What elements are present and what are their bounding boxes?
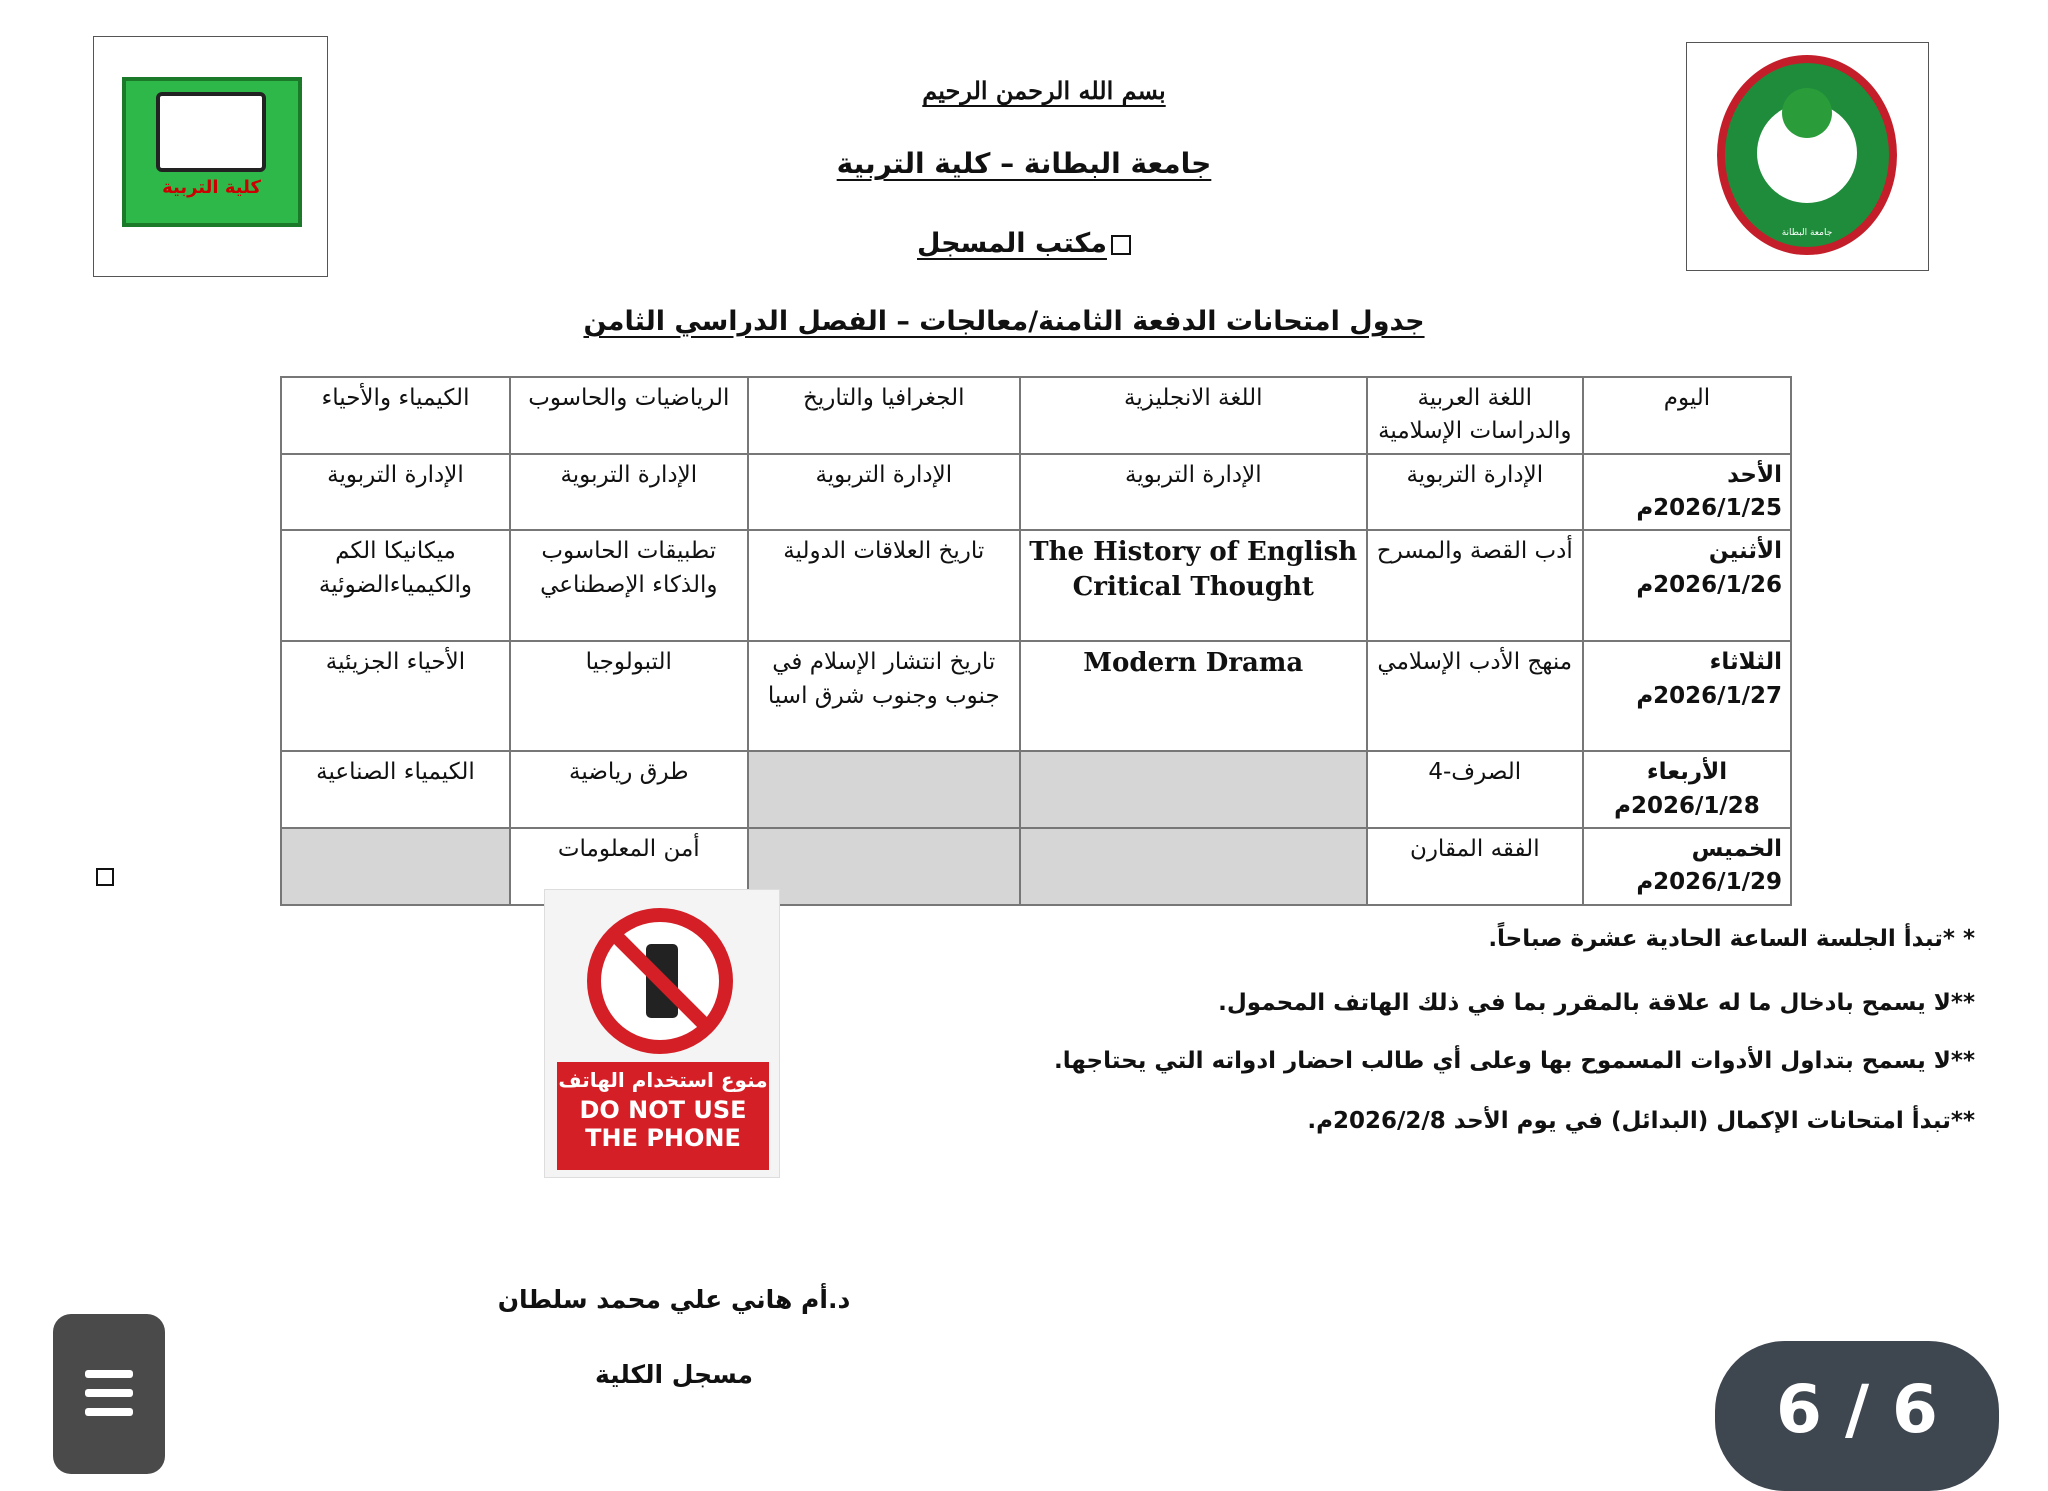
sign-line-1: DO NOT USE xyxy=(579,1096,747,1124)
empty-cell xyxy=(748,828,1020,905)
day-cell: الأربعاء 2026/1/28م xyxy=(1583,751,1791,828)
checkbox-icon xyxy=(96,868,114,886)
cell: الإدارة التربوية xyxy=(1367,454,1583,531)
table-row xyxy=(281,641,1791,751)
cell: تاريخ انتشار الإسلام في جنوب وجنوب شرق اسيا xyxy=(748,641,1020,751)
no-phone-icon xyxy=(587,908,733,1054)
day-cell: الأحد 2026/1/25م xyxy=(1583,454,1791,531)
cell: Modern Drama xyxy=(1020,641,1367,751)
basmala: بسم الله الرحمن الرحيم xyxy=(922,76,1166,105)
note-3: **لا يسمح بتداول الأدوات المسموح بها وعلى أي طالب احضار ادواته التي يحتاجها. xyxy=(1054,1048,1975,1074)
cell: أدب القصة والمسرح xyxy=(1367,530,1583,641)
cell: الصرف-4 xyxy=(1367,751,1583,828)
table-row xyxy=(281,530,1791,641)
schedule-title: جدول امتحانات الدفعة الثامنة/معالجات – الفصل الدراسي الثامن xyxy=(583,306,1425,337)
cell: الأحياء الجزيئية xyxy=(281,641,510,751)
sign-arabic: منوع استخدام الهاتف xyxy=(558,1068,768,1092)
university-logo: جامعة البطانة xyxy=(1686,42,1929,271)
empty-cell xyxy=(281,828,510,905)
cell: الإدارة التربوية xyxy=(281,454,510,531)
cell: التبولوجيا xyxy=(510,641,748,751)
cell: ميكانيكا الكم والكيمياءالضوئية xyxy=(281,530,510,641)
cell: تطبيقات الحاسوب والذكاء الإصطناعي xyxy=(510,530,748,641)
table-row xyxy=(281,454,1791,531)
cell: الإدارة التربوية xyxy=(748,454,1020,531)
cell: الكيمياء الصناعية xyxy=(281,751,510,828)
empty-cell xyxy=(748,751,1020,828)
cell: الفقه المقارن xyxy=(1367,828,1583,905)
header-cell: الكيمياء والأحياء xyxy=(281,377,510,454)
cell: The History of English Critical Thought xyxy=(1020,530,1367,641)
no-phone-sign xyxy=(544,889,780,1178)
day-cell: الخميس 2026/1/29م xyxy=(1583,828,1791,905)
cell: أمن المعلومات xyxy=(510,828,748,905)
hamburger-icon xyxy=(85,1370,133,1416)
office-title: مكتب المسجل xyxy=(917,228,1107,259)
checkbox-icon xyxy=(1111,235,1131,255)
cell: منهج الأدب الإسلامي xyxy=(1367,641,1583,751)
university-title: جامعة البطانة – كلية التربية xyxy=(836,147,1212,180)
sign-line-2: THE PHONE xyxy=(585,1124,741,1152)
header-cell: الجغرافيا والتاريخ xyxy=(748,377,1020,454)
header-cell: اللغة الانجليزية xyxy=(1020,377,1367,454)
empty-cell xyxy=(1020,828,1367,905)
header-cell: اللغة العربية والدراسات الإسلامية xyxy=(1367,377,1583,454)
table-header-row xyxy=(281,377,1791,454)
page-indicator: 6 / 6 xyxy=(1715,1341,1999,1491)
day-cell: الثلاثاء 2026/1/27م xyxy=(1583,641,1791,751)
cell: الإدارة التربوية xyxy=(510,454,748,531)
cell: طرق رياضية xyxy=(510,751,748,828)
cell: تاريخ العلاقات الدولية xyxy=(748,530,1020,641)
note-1: * *تبدأ الجلسة الساعة الحادية عشرة صباحاً. xyxy=(1488,926,1975,952)
day-cell: الأثنين 2026/1/26م xyxy=(1583,530,1791,641)
table-row xyxy=(281,751,1791,828)
exam-schedule-table xyxy=(280,376,1792,906)
empty-cell xyxy=(1020,751,1367,828)
faculty-logo: كلية التربية xyxy=(93,36,328,277)
menu-button[interactable] xyxy=(53,1314,165,1474)
header-cell: الرياضيات والحاسوب xyxy=(510,377,748,454)
table-row xyxy=(281,828,1791,905)
header-cell: اليوم xyxy=(1583,377,1791,454)
note-2: **لا يسمح بادخال ما له علاقة بالمقرر بما في ذلك الهاتف المحمول. xyxy=(1218,990,1975,1016)
signatory-name: د.أم هاني علي محمد سلطان xyxy=(497,1285,851,1314)
cell: الإدارة التربوية xyxy=(1020,454,1367,531)
signatory-role: مسجل الكلية xyxy=(594,1360,754,1389)
note-4: **تبدأ امتحانات الإكمال (البدائل) في يوم الأحد 2026/2/8م. xyxy=(1307,1108,1975,1134)
